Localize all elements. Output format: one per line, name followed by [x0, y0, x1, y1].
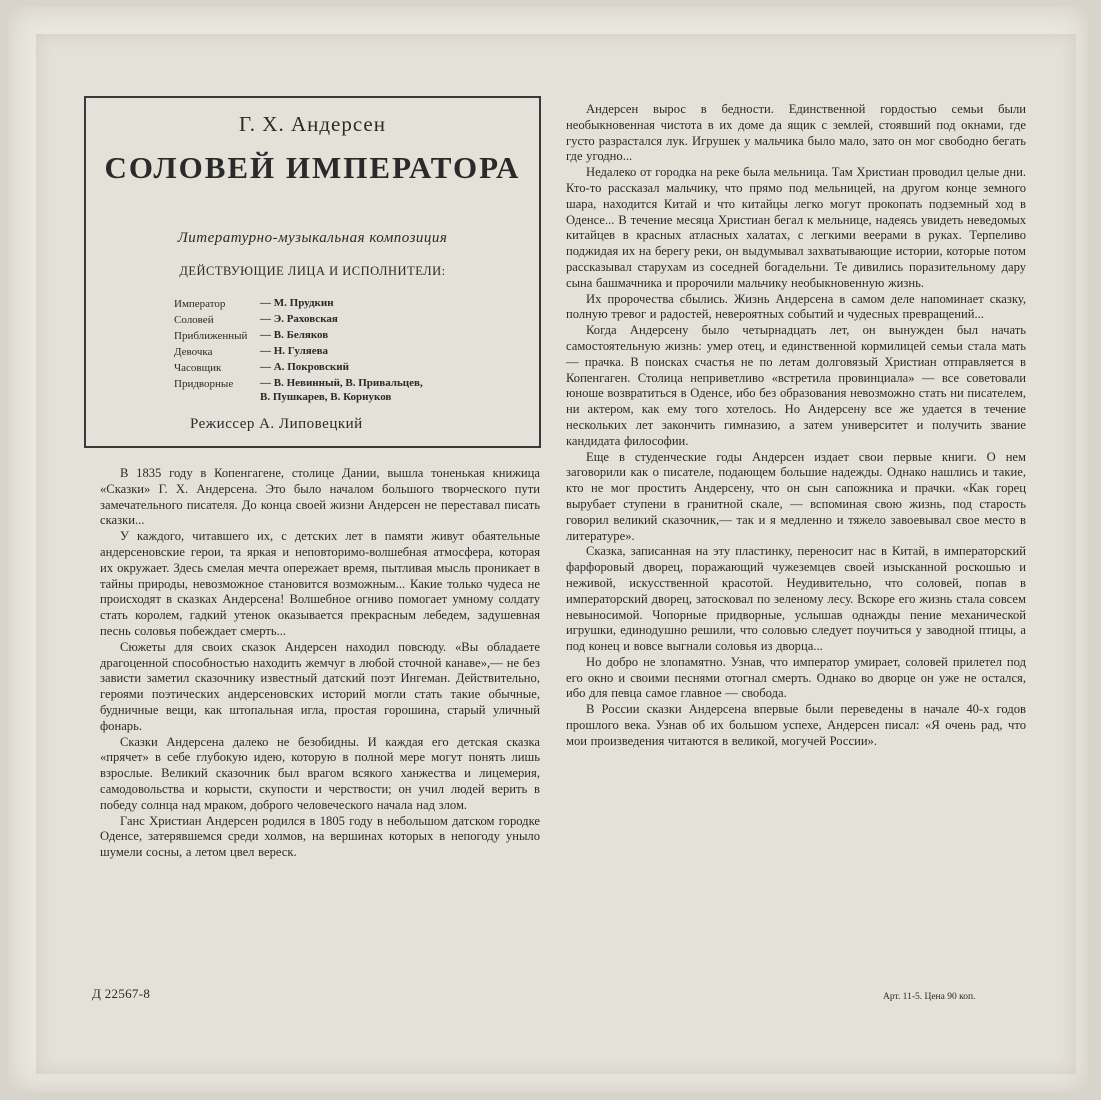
paragraph: В 1835 году в Копенгагене, столице Дании, вышла тоненькая книжица «Сказки» Г. Х. Андерсена. Это было началом большого творческого пути замечательного писателя. До конца своей жизни Андерсен не переставал писать сказки... [100, 466, 540, 528]
cast-role: Приближенный [174, 330, 248, 342]
cast-role: Соловей [174, 314, 214, 326]
cast-row [174, 360, 500, 376]
left-text-column [100, 466, 540, 861]
paragraph: Андерсен вырос в бедности. Единственной гордостью семьи были необыкновенная чистота в их доме да ящик с землей, стоявший под окнами, где густо разрастался лук. Игрушек у мальчика было мало, зато он мог свободно бегать где угодно... [566, 102, 1026, 164]
cast-role: Девочка [174, 346, 213, 358]
cast-row [174, 328, 500, 344]
cast-actor: — В. Беляков [260, 329, 329, 341]
paragraph: В России сказки Андерсена впервые были переведены в начале 40-х годов прошлого века. Узнав об их большом успехе, Андерсен писал: «Я очень рад, что мои произведения читаются в великой, могучей России». [566, 702, 1026, 748]
cast-role: Император [174, 298, 226, 310]
cast-row [174, 312, 500, 328]
album-title: СОЛОВЕЙ ИМПЕРАТОРА [104, 150, 521, 185]
catalog-number: Д 22567-8 [92, 986, 151, 1001]
cast-actor: — А. Покровский [260, 361, 349, 373]
cast-actor: — В. Невинный, В. Привальцев, В. Пушкарев, В. Корнуков [260, 377, 423, 403]
paragraph: Сюжеты для своих сказок Андерсен находил повсюду. «Вы обладаете драгоценной способностью находить жемчуг в любой сточной канаве»,— не без зависти заметил сказочнику известный датский поэт Ингеман. Действительно, героями поэтических андерсеновских историй могли стать такие обычные, будничные вещи, как штопальная игла, простая горошина, старый уличный фонарь. [100, 639, 540, 733]
director-credit: Режиссер А. Липовецкий [190, 416, 363, 432]
right-text-column [566, 102, 1026, 750]
paragraph: Их пророчества сбылись. Жизнь Андерсена в самом деле напоминает сказку, полную тревог и радостей, невероятных событий и чудесных превращений... [566, 291, 1026, 322]
cast-row [174, 376, 500, 406]
paragraph: У каждого, читавшего их, с детских лет в памяти живут обаятельные андерсеновские герои, та яркая и неповторимо-волшебная атмосфера, которая их окружает. Здесь смелая мечта опережает время, пытливая мысль проникает в тайны природы, невозможное становится возможным... Какие только чудеса не происходят в сказках Андерсена! Волшебное огниво помогает умному солдату стать королем, гадкий утенок оказывается прекрасным лебедем, задушевная песнь соловья побеждает смерть... [100, 529, 540, 638]
cast-heading: ДЕЙСТВУЮЩИЕ ЛИЦА И ИСПОЛНИТЕЛИ: [179, 264, 446, 278]
cast-row [174, 296, 500, 312]
credits-box [84, 96, 541, 448]
cast-actor: — Э. Раховская [260, 313, 338, 325]
author-name: Г. Х. Андерсен [239, 112, 386, 136]
paragraph: Ганс Христиан Андерсен родился в 1805 году в небольшом датском городке Оденсе, затерявшемся среди холмов, на вершинах которых в непогоду уныло шумели сосны, а летом цвел вереск. [100, 813, 540, 860]
paragraph: Но добро не злопамятно. Узнав, что император умирает, соловей прилетел под его окно и своими песнями отогнал смерть. Однако во дворце он уже не остался, ибо для певца самое главное — свобода. [566, 654, 1026, 701]
cast-role: Придворные [174, 378, 234, 390]
paragraph: Сказки Андерсена далеко не безобидны. И каждая его детская сказка «прячет» в себе глубокую идею, которую в полной мере могут понять лишь взрослые. Великий сказочник был врагом всякого ханжества и лицемерия, самодовольства и корысти, скупости и черствости; он учил людей верить в победу солнца над мраком, доброго человеческого начала над злом. [100, 734, 540, 812]
paragraph: Еще в студенческие годы Андерсен издает свои первые книги. О нем заговорили как о писателе, подающем большие надежды. Однако нашлись и такие, кто не мог простить Андерсену, что он сын сапожника и прачки. «Как горец вырубает ступени в гранитной скале, — вспоминая свою жизнь, под старость говорил великий сказочник,— так и я медленно и тяжело завоевывал свое место в литературе». [566, 449, 1026, 543]
paragraph: Когда Андерсену было четырнадцать лет, он вынужден был начать самостоятельную жизнь: умер отец, и единственной кормилицей семьи стала мать — прачка. В поисках счастья не по летам долговязый Христиан отправляется в Копенгаген. Столица неприветливо «встретила провинциала» — все советовали юноше возвратиться в Оденсе, ибо без образования невозможно стать ни писателем, ни актером, как ему того хотелось. Но Андерсену все же удается в течение нескольких лет закончить гимназию, а затем университет и получить звание кандидата философии. [566, 323, 1026, 448]
album-subtitle: Литературно-музыкальная композиция [177, 230, 448, 246]
paragraph: Сказка, записанная на эту пластинку, переносит нас в Китай, в императорский фарфоровый дворец, поражающий чужеземцев своей изысканной роскошью и неживой, искусственной красотой. Неудивительно, что соловей, попав в императорский дворец, затосковал по зеленому лесу. Вскоре его жизнь стала совсем невыносимой. Чопорные придворные, услышав однажды пение механической игрушки, единодушно решили, что соловью следует поучиться у заводной птицы, а под конец и вовсе выгнали соловья из дворца... [566, 544, 1026, 654]
price-label: Арт. 11-5. Цена 90 коп. [883, 992, 976, 1002]
cast-list [174, 296, 500, 406]
paragraph: Недалеко от городка на реке была мельница. Там Христиан проводил целые дни. Кто-то рассказал мальчику, что прямо под мельницей, на другом конце земного шара, находится Китай и что китайцы легко могут прокопать подземный ход в Оденсе... В течение месяца Христиан бегал к мельнице, надеясь увидеть неведомых китайцев в красных атласных халатах, с легкими веерами в руках. Терпеливо поджидая их на берегу реки, он выдумывал захватывающие истории, которые потом рассказывал старухам из соседней богадельни. Те дивились поразительному дару сына башмачника и пророчили мальчику необыкновенную жизнь. [566, 165, 1026, 290]
cast-role: Часовщик [174, 362, 222, 374]
cast-actor: — М. Прудкин [260, 297, 334, 309]
cast-row [174, 344, 500, 360]
cast-actor: — Н. Гуляева [260, 345, 329, 357]
